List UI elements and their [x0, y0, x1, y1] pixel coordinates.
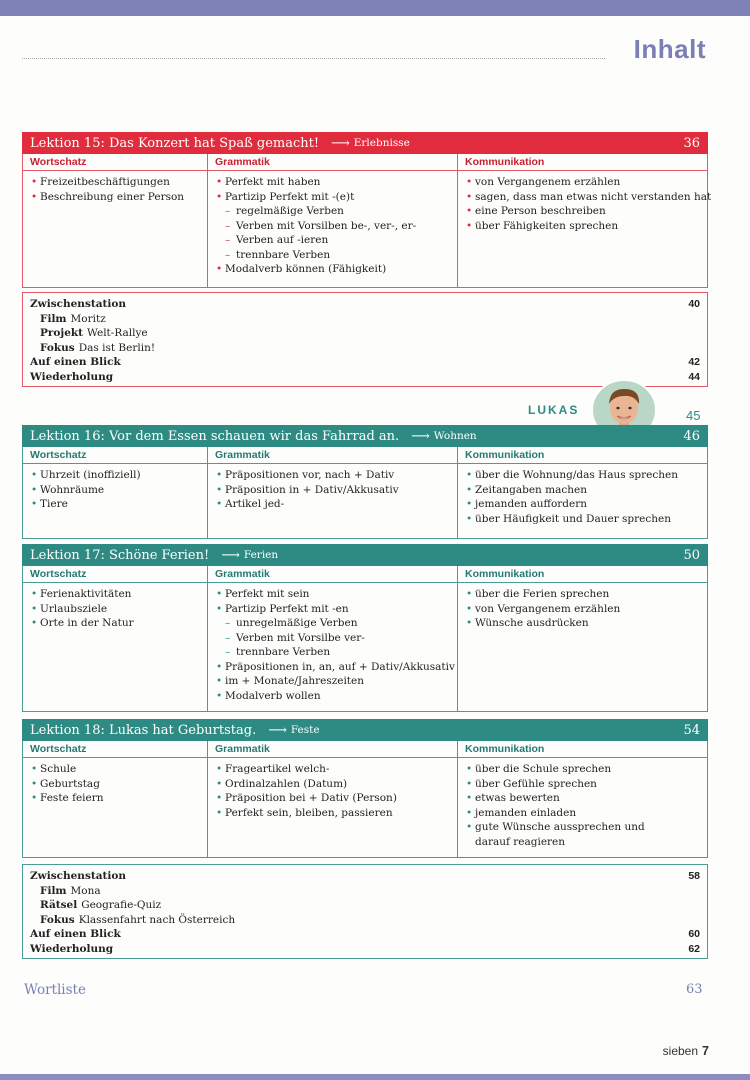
- auf-einen-blick-row[interactable]: [30, 355, 700, 370]
- kommunikation-column: [458, 447, 707, 538]
- list-item: • etwas bewerten: [466, 791, 701, 806]
- film-value: Moritz: [70, 312, 106, 325]
- film-label: Film: [40, 884, 67, 897]
- page-number: 62: [688, 942, 700, 955]
- list-item: • Beschreibung einer Person: [31, 190, 201, 205]
- list-item: • sagen, dass man etwas nicht verstanden hat: [466, 190, 701, 205]
- lesson-title: Lektion 16: Vor dem Essen schauen wir das Fahrrad an.: [30, 428, 400, 444]
- arrow-right-icon: ⟶: [331, 135, 350, 151]
- lesson-topic: Wohnen: [433, 430, 477, 442]
- list-item: • gute Wünsche aussprechen und: [466, 820, 701, 835]
- column-header: Grammatik: [208, 154, 457, 171]
- wiederholung-label: Wiederholung: [30, 370, 114, 383]
- list-item: • Partizip Perfekt mit -(e)t: [216, 190, 451, 205]
- lesson-18-header[interactable]: [22, 719, 708, 741]
- raetsel-value: Geografie-Quiz: [81, 899, 162, 911]
- page-title: Inhalt: [633, 34, 706, 64]
- lesson-topic: Ferien: [243, 549, 279, 561]
- page-footer: [663, 1044, 709, 1058]
- list-item: • Präpositionen in, an, auf + Dativ/Akkusativ: [216, 660, 451, 675]
- lesson-17-grid: [22, 566, 708, 712]
- page-number: 60: [688, 928, 700, 940]
- footer-page-number: 7: [702, 1044, 709, 1058]
- list-item: • Ferienaktivitäten: [31, 587, 201, 602]
- wiederholung-row[interactable]: [30, 942, 700, 957]
- lesson-topic: Erlebnisse: [353, 137, 410, 149]
- list-subitem: – Verben auf -ieren: [216, 233, 451, 248]
- fokus-label: Fokus: [40, 913, 75, 926]
- grammatik-column: [208, 154, 458, 287]
- column-header: Grammatik: [208, 447, 457, 464]
- footer-text: sieben: [662, 1044, 699, 1058]
- film-row[interactable]: [30, 312, 700, 327]
- list-item: • über Gefühle sprechen: [466, 777, 701, 792]
- list-item: • von Vergangenem erzählen: [466, 175, 701, 190]
- character-page-number: 45: [686, 408, 701, 423]
- list-item: • jemanden einladen: [466, 806, 701, 821]
- wortschatz-column: [23, 154, 208, 287]
- column-header: Kommunikation: [458, 447, 707, 464]
- kommunikation-column: [458, 566, 707, 711]
- projekt-value: Welt-Rallye: [87, 327, 148, 339]
- list-item: • Präpositionen vor, nach + Dativ: [216, 468, 451, 483]
- list-item: • Schule: [31, 762, 201, 777]
- grammatik-column: [208, 741, 458, 857]
- auf-einen-blick-row[interactable]: [30, 927, 700, 942]
- list-subitem: – trennbare Verben: [216, 248, 451, 263]
- arrow-right-icon: ⟶: [268, 722, 287, 738]
- column-header: Kommunikation: [458, 741, 707, 758]
- list-item: • Geburtstag: [31, 777, 201, 792]
- list-item: • Perfekt mit haben: [216, 175, 451, 190]
- list-subitem: – Verben mit Vorsilben be-, ver-, er-: [216, 219, 451, 234]
- arrow-right-icon: ⟶: [411, 428, 430, 444]
- zwischenstation-1-box: [22, 292, 708, 387]
- list-item: • Wünsche ausdrücken: [466, 616, 701, 631]
- list-item: • von Vergangenem erzählen: [466, 602, 701, 617]
- page-number: 42: [688, 356, 700, 368]
- list-item: • Wohnräume: [31, 483, 201, 498]
- wiederholung-label: Wiederholung: [30, 942, 114, 955]
- film-value: Mona: [70, 884, 101, 897]
- lesson-topic: Feste: [290, 724, 320, 736]
- column-header: Wortschatz: [23, 154, 207, 171]
- list-item: • im + Monate/Jahreszeiten: [216, 674, 451, 689]
- grammatik-column: [208, 447, 458, 538]
- lesson-17-header[interactable]: [22, 544, 708, 566]
- raetsel-label: Rätsel: [40, 899, 78, 911]
- zwischenstation-2-box: [22, 864, 708, 959]
- lesson-15-grid: [22, 154, 712, 288]
- list-item: • Frageartikel welch-: [216, 762, 451, 777]
- zwischenstation-title: Zwischenstation: [30, 298, 126, 310]
- list-item: • Perfekt sein, bleiben, passieren: [216, 806, 451, 821]
- column-header: Kommunikation: [458, 566, 707, 583]
- list-item: • über die Wohnung/das Haus sprechen: [466, 468, 701, 483]
- fokus-value: Klassenfahrt nach Österreich: [78, 913, 236, 926]
- top-color-bar: [0, 0, 750, 16]
- list-subitem: – unregelmäßige Verben: [216, 616, 451, 631]
- list-item: • über Fähigkeiten sprechen: [466, 219, 701, 234]
- fokus-value: Das ist Berlin!: [78, 341, 156, 354]
- auf-einen-blick-label: Auf einen Blick: [30, 356, 121, 368]
- column-header: Grammatik: [208, 741, 457, 758]
- lesson-16-header[interactable]: [22, 425, 708, 447]
- list-item: • über Häufigkeit und Dauer sprechen: [466, 512, 701, 527]
- list-item: • Präposition in + Dativ/Akkusativ: [216, 483, 451, 498]
- list-item: • Modalverb können (Fähigkeit): [216, 262, 451, 277]
- list-item: • Uhrzeit (inoffiziell): [31, 468, 201, 483]
- zwischenstation-row[interactable]: [30, 297, 700, 312]
- wortliste-page-number: 63: [686, 982, 703, 997]
- fokus-row[interactable]: [30, 913, 700, 928]
- lesson-title: Lektion 18: Lukas hat Geburtstag.: [30, 722, 257, 738]
- zwischenstation-row[interactable]: [30, 869, 700, 884]
- page-number: 40: [688, 298, 700, 310]
- projekt-row[interactable]: [30, 326, 700, 341]
- raetsel-row[interactable]: [30, 898, 700, 913]
- list-subitem: – regelmäßige Verben: [216, 204, 451, 219]
- list-item: • jemanden auffordern: [466, 497, 701, 512]
- kommunikation-column: [458, 154, 712, 287]
- list-subitem: – Verben mit Vorsilbe ver-: [216, 631, 451, 646]
- list-item-continuation: darauf reagieren: [475, 835, 566, 848]
- list-item: • Perfekt mit sein: [216, 587, 451, 602]
- grammatik-column: [208, 566, 458, 711]
- arrow-right-icon: ⟶: [221, 547, 240, 563]
- list-item: • Modalverb wollen: [216, 689, 451, 704]
- list-item: • Partizip Perfekt mit -en: [216, 602, 451, 617]
- column-header: Kommunikation: [458, 154, 707, 171]
- list-item: • Präposition bei + Dativ (Person): [216, 791, 451, 806]
- list-item: • Orte in der Natur: [31, 616, 201, 631]
- projekt-label: Projekt: [40, 327, 84, 339]
- lesson-18-grid: [22, 741, 708, 858]
- kommunikation-column: [458, 741, 707, 857]
- list-item: • Urlaubsziele: [31, 602, 201, 617]
- lesson-16-grid: [22, 447, 708, 539]
- page-number: 44: [688, 370, 700, 383]
- list-item: • Zeitangaben machen: [466, 483, 701, 498]
- dotted-divider: [22, 58, 605, 59]
- list-item: • Feste feiern: [31, 791, 201, 806]
- column-header: Wortschatz: [23, 741, 207, 758]
- list-subitem: – trennbare Verben: [216, 645, 451, 660]
- column-header: Wortschatz: [23, 566, 207, 583]
- column-header: Wortschatz: [23, 447, 207, 464]
- lesson-page-number: 36: [683, 135, 700, 151]
- lesson-15-header[interactable]: [22, 132, 708, 154]
- lesson-page-number: 50: [683, 547, 700, 563]
- list-item: • Tiere: [31, 497, 201, 512]
- lesson-page-number: 46: [683, 428, 700, 444]
- fokus-label: Fokus: [40, 341, 75, 354]
- list-item: • über die Ferien sprechen: [466, 587, 701, 602]
- wortschatz-column: [23, 741, 208, 857]
- list-item: • Freizeitbeschäftigungen: [31, 175, 201, 190]
- fokus-row[interactable]: [30, 341, 700, 356]
- auf-einen-blick-label: Auf einen Blick: [30, 928, 121, 940]
- page-number: 58: [688, 870, 700, 882]
- bottom-color-bar: [0, 1074, 750, 1080]
- zwischenstation-title: Zwischenstation: [30, 870, 126, 882]
- list-item: • eine Person beschreiben: [466, 204, 701, 219]
- list-item: • Ordinalzahlen (Datum): [216, 777, 451, 792]
- list-item: • Artikel jed-: [216, 497, 451, 512]
- column-header: Grammatik: [208, 566, 457, 583]
- list-item: • über die Schule sprechen: [466, 762, 701, 777]
- film-label: Film: [40, 312, 67, 325]
- lesson-title: Lektion 17: Schöne Ferien!: [30, 547, 210, 563]
- lesson-page-number: 54: [683, 722, 700, 738]
- lesson-title: Lektion 15: Das Konzert hat Spaß gemacht!: [30, 135, 320, 151]
- wortschatz-column: [23, 447, 208, 538]
- character-name: LUKAS: [528, 403, 580, 417]
- film-row[interactable]: [30, 884, 700, 899]
- wortliste-link[interactable]: Wortliste: [24, 982, 86, 998]
- wortschatz-column: [23, 566, 208, 711]
